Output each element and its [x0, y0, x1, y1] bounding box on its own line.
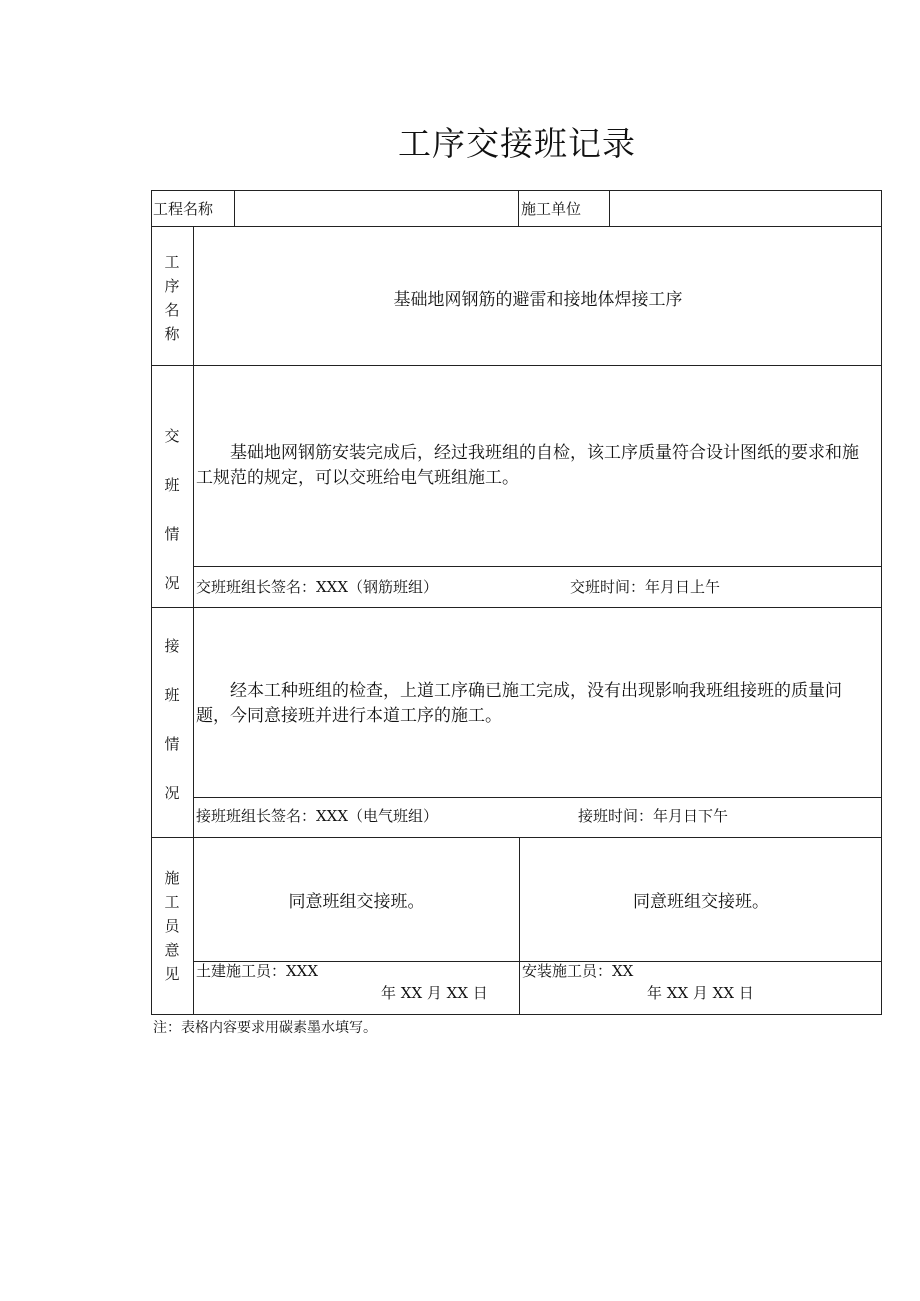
col-divider [518, 190, 519, 226]
civil-signer: 土建施工员：XXX [196, 962, 319, 980]
col-divider [609, 190, 610, 226]
civil-date: 年 XX 月 XX 日 [381, 984, 488, 1002]
col-divider [519, 837, 520, 1015]
construction-unit-field[interactable] [613, 199, 877, 219]
handover-status-label: 交 班 情 况 [164, 427, 180, 592]
row-divider [151, 607, 882, 608]
takeover-status-label: 接 班 情 况 [164, 637, 180, 802]
process-name-value: 基础地网钢筋的避雷和接地体焊接工序 [393, 290, 683, 310]
supervisor-opinion-label: 施 工 员 意 见 [164, 869, 180, 983]
install-signer: 安装施工员：XX [522, 962, 634, 980]
takeover-content: 经本工种班组的检查，上道工序确已施工完成，没有出现影响我班组接班的质量问题，今同意接班并进行本道工序的施工。 [196, 681, 842, 726]
row-divider [151, 365, 882, 366]
handover-time: 交班时间：年月日上午 [570, 578, 721, 596]
col-divider [234, 190, 235, 226]
handover-signature: 交班班组长签名：XXX（钢筋班组） [196, 578, 439, 596]
page-title: 工序交接班记录 [398, 124, 636, 163]
project-name-field[interactable] [238, 199, 514, 219]
process-name-label: 工 序 名 称 [164, 253, 180, 343]
takeover-time: 接班时间：年月日下午 [578, 807, 729, 825]
row-divider [193, 566, 882, 567]
row-divider [193, 797, 882, 798]
project-name-label: 工程名称 [153, 200, 214, 218]
construction-unit-label: 施工单位 [521, 200, 582, 218]
handover-content: 基础地网钢筋安装完成后，经过我班组的自检，该工序质量符合设计图纸的要求和施工规范的规定，可以交班给电气班组施工。 [196, 443, 859, 488]
civil-opinion-text: 同意班组交接班。 [288, 892, 425, 912]
install-date: 年 XX 月 XX 日 [647, 984, 754, 1002]
takeover-signature: 接班班组长签名：XXX（电气班组） [196, 807, 439, 825]
footnote: 注：表格内容要求用碳素墨水填写。 [153, 1020, 377, 1036]
row-divider [151, 837, 882, 838]
install-opinion-text: 同意班组交接班。 [633, 892, 769, 912]
row-divider [151, 226, 882, 227]
